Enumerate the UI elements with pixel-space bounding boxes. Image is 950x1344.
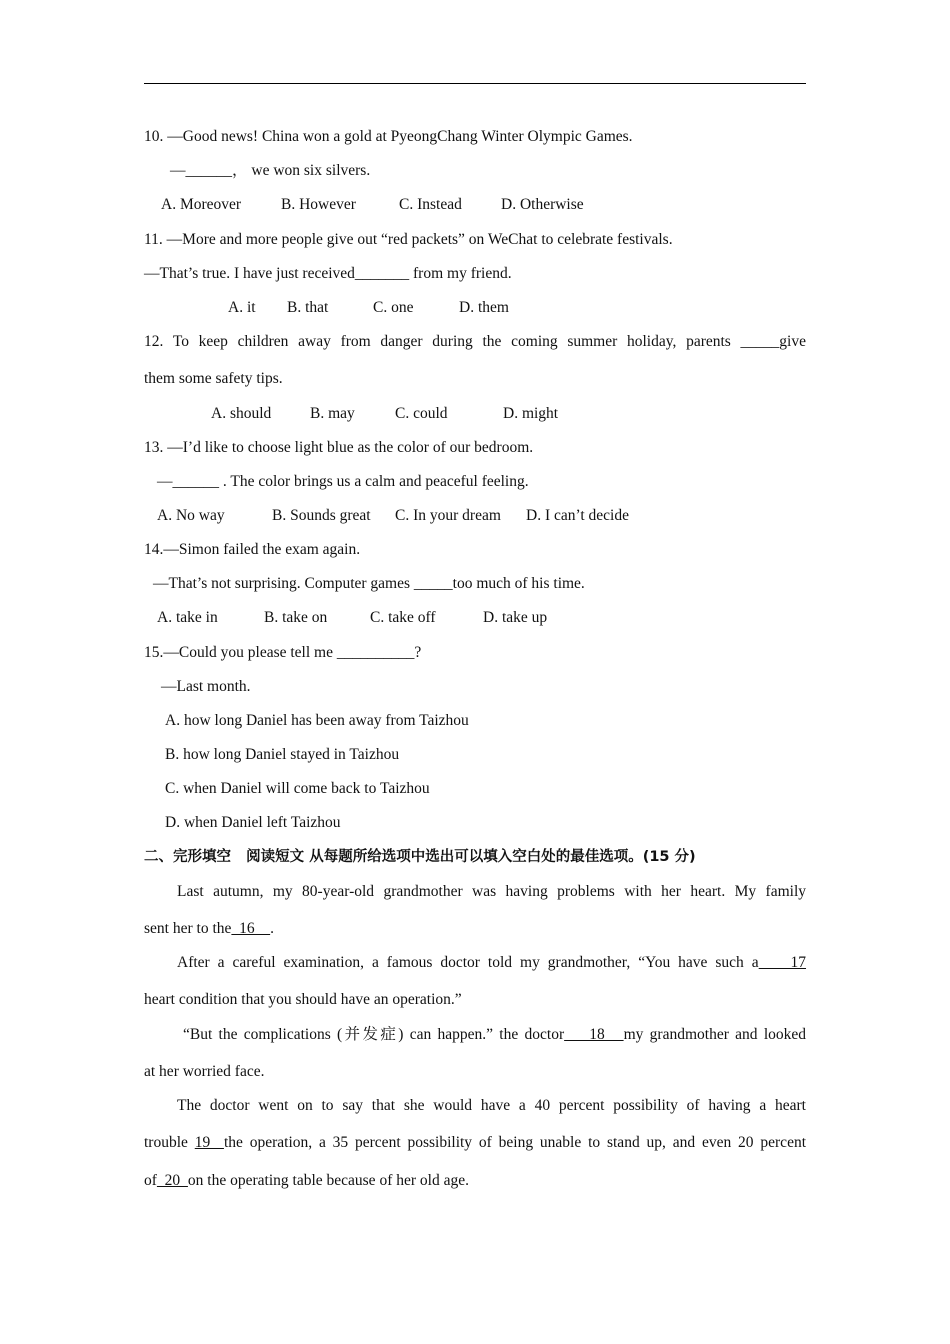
header-rule [144,83,806,84]
passage-p3-line1 [183,1025,806,1045]
blank-16: 16 [231,920,271,937]
q10-option-c: C. Instead [399,196,462,213]
q11-option-c: C. one [373,299,414,316]
q12-option-c: C. could [395,405,448,422]
q15-stem: 15.—Could you please tell me __________? [144,644,422,661]
q13-option-c: C. In your dream [395,507,501,524]
passage-p2-line2: heart condition that you should have an operation.” [144,991,462,1008]
q11-option-a: A. it [228,299,256,316]
passage-p4-line2 [144,1133,806,1153]
q11-stem: 11. —More and more people give out “red packets” on WeChat to celebrate festivals. [144,231,673,248]
passage-p1-line2 [144,919,274,939]
passage-p4-line3 [144,1171,469,1191]
passage-text: sent her to the [144,920,232,937]
q15-reply: —Last month. [161,678,251,695]
passage-p1-line1: Last autumn, my 80-year-old grandmother was having problems with her heart. My family [177,883,806,900]
passage-text: of [144,1172,157,1189]
passage-text: my grandmother and looked [623,1026,807,1043]
q15-option-a: A. how long Daniel has been away from Taizhou [165,712,469,729]
q14-option-d: D. take up [483,609,548,626]
blank-19: 19 [194,1134,224,1151]
passage-p4-line1: The doctor went on to say that she would have a 40 percent possibility of having a heart [177,1097,806,1114]
q10-stem: 10. —Good news! China won a gold at PyeongChang Winter Olympic Games. [144,128,633,145]
q15-option-b: B. how long Daniel stayed in Taizhou [165,746,400,763]
q13-option-d: D. I can’t decide [526,507,629,524]
passage-p3-line2: at her worried face. [144,1063,265,1080]
q13-stem: 13. —I’d like to choose light blue as the color of our bedroom. [144,439,534,456]
passage-p2-line1 [177,953,806,973]
blank-17: 17 [758,954,807,971]
blank-20: 20 [156,1172,188,1189]
passage-text: “But the complications (并发症) can happen.” the doctor [183,1026,565,1043]
q11-option-b: B. that [287,299,329,316]
q10-option-b: B. However [281,196,356,213]
passage-text: trouble [144,1134,195,1151]
section-heading-cloze: 二、完形填空 阅读短文 从每题所给选项中选出可以填入空白处的最佳选项。(15 分) [144,849,696,865]
q12-stem-line1: 12. To keep children away from danger during the coming summer holiday, parents _____give [144,333,806,350]
q13-option-a: A. No way [157,507,225,524]
q13-option-b: B. Sounds great [272,507,371,524]
q11-reply: —That’s true. I have just received_______ from my friend. [144,265,512,282]
q13-reply: —______ . The color brings us a calm and peaceful feeling. [157,473,529,490]
q10-option-a: A. Moreover [161,196,242,213]
q15-option-d: D. when Daniel left Taizhou [165,814,341,831]
blank-18: 18 [564,1026,624,1043]
q15-option-c: C. when Daniel will come back to Taizhou [165,780,430,797]
q12-option-b: B. may [310,405,355,422]
q12-option-a: A. should [211,405,272,422]
q14-option-b: B. take on [264,609,328,626]
passage-text: . [270,920,275,937]
passage-text: on the operating table because of her old age. [187,1172,469,1189]
q12-option-d: D. might [503,405,559,422]
q10-option-d: D. Otherwise [501,196,584,213]
q14-option-c: C. take off [370,609,436,626]
q14-reply: —That’s not surprising. Computer games _____too much of his time. [153,575,585,592]
q11-option-d: D. them [459,299,509,316]
q10-reply: —______， we won six silvers. [170,162,371,179]
passage-text: the operation, a 35 percent possibility of being unable to stand up, and even 20 percent [223,1134,807,1151]
q12-stem-line2: them some safety tips. [144,370,283,387]
passage-text: After a careful examination, a famous doctor told my grandmother, “You have such a [177,954,759,971]
q14-option-a: A. take in [157,609,218,626]
q14-stem: 14.—Simon failed the exam again. [144,541,361,558]
